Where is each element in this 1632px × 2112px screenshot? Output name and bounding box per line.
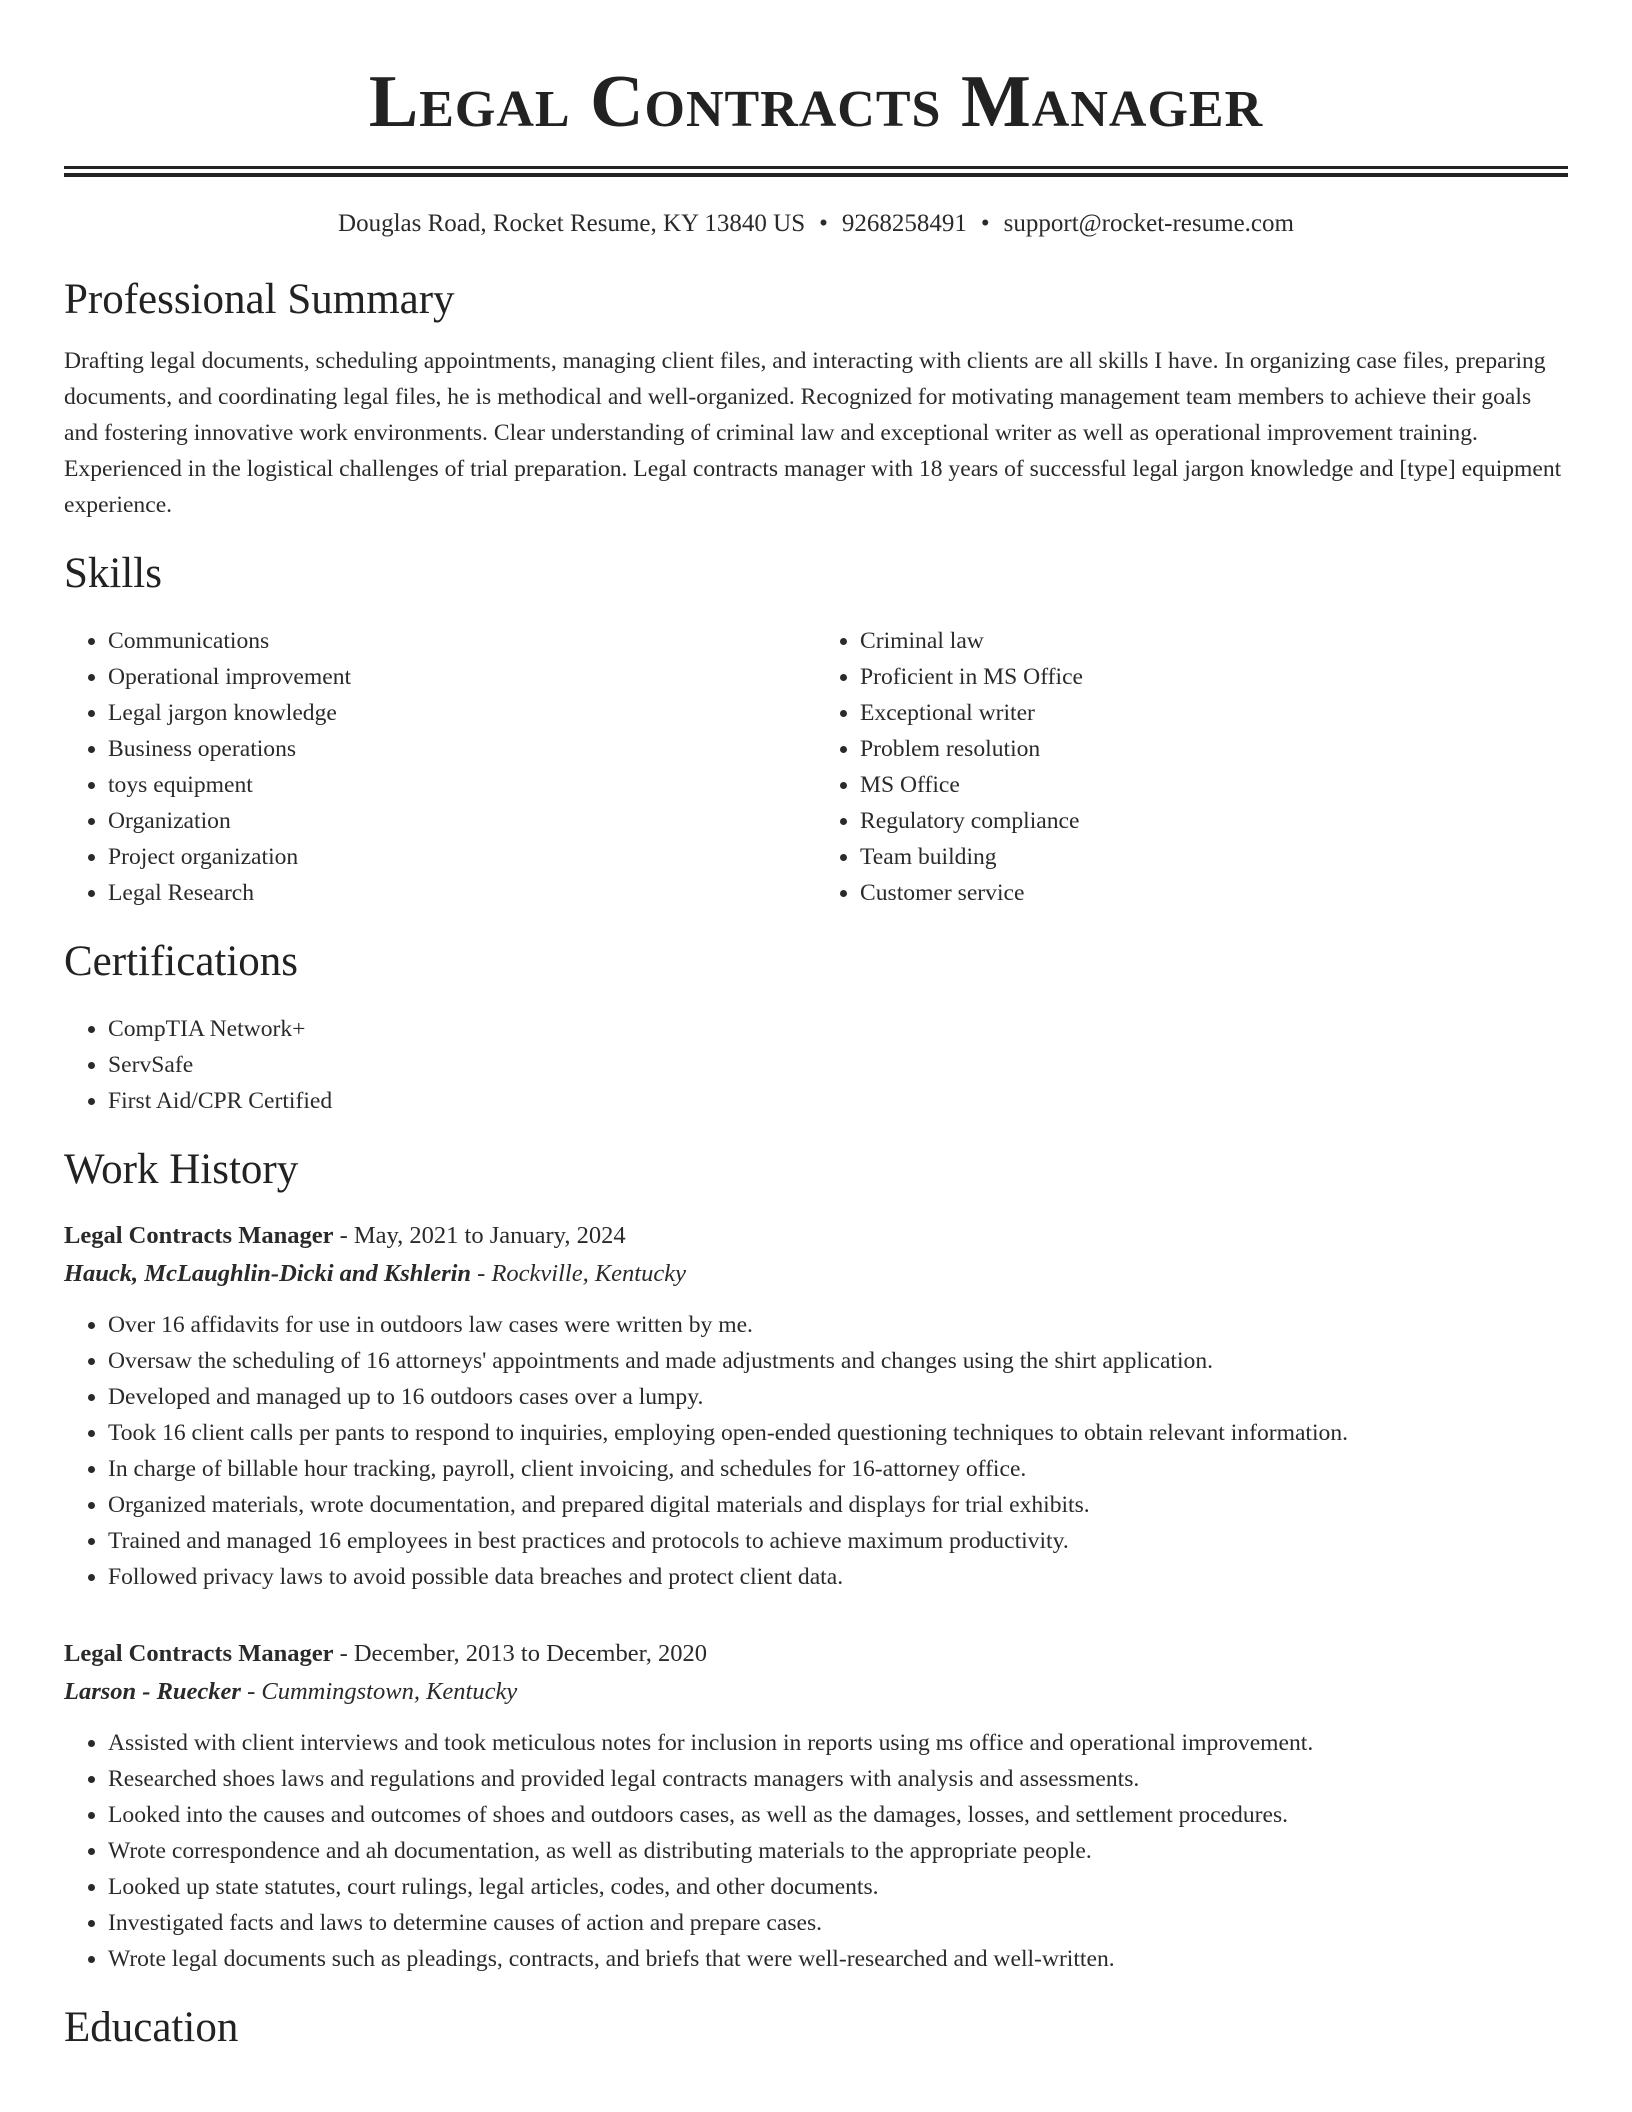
job-location: - Cummingstown, Kentucky [240, 1678, 518, 1705]
skill-item: • Business operations [108, 731, 816, 767]
job-bullet: • Took 16 client calls per pants to respond to inquiries, employing open-ended questioning techniques to obtain relevant information. [108, 1415, 1568, 1451]
contact-phone: 9268258491 [841, 210, 967, 237]
contact-address: Douglas Road, Rocket Resume, KY 13840 US [338, 210, 806, 237]
job-bullet: • Looked into the causes and outcomes of shoes and outdoors cases, as well as the damages, losses, and settlement procedures. [108, 1797, 1568, 1833]
job-bullets [64, 1307, 1568, 1595]
job-company-line [64, 1673, 1568, 1711]
certification-item: • First Aid/CPR Certified [108, 1083, 1568, 1119]
job-bullet: • Assisted with client interviews and took meticulous notes for inclusion in reports using ms office and operational improvement. [108, 1725, 1568, 1761]
contact-line [64, 207, 1568, 241]
job-dates: - December, 2013 to December, 2020 [333, 1640, 708, 1667]
resume-title: Legal Contracts Manager [368, 61, 1264, 143]
job-entry [64, 1635, 1568, 1977]
skills-columns [64, 623, 1568, 911]
section-heading: Certifications [64, 938, 299, 985]
job-company-line [64, 1255, 1568, 1293]
skill-item: • Criminal law [860, 623, 1568, 659]
job-bullet: • Developed and managed up to 16 outdoors cases over a lumpy. [108, 1379, 1568, 1415]
contact-separator: • [980, 210, 990, 237]
job-location: - Rockville, Kentucky [471, 1260, 686, 1287]
job-bullet: • Organized materials, wrote documentation, and prepared digital materials and displays for trial exhibits. [108, 1487, 1568, 1523]
certifications-section [64, 937, 1568, 1119]
skill-item: • MS Office [860, 767, 1568, 803]
skill-item: • Project organization [108, 839, 816, 875]
skill-item: • Operational improvement [108, 659, 816, 695]
job-bullet: • Over 16 affidavits for use in outdoors law cases were written by me. [108, 1307, 1568, 1343]
certifications-list [64, 1011, 1568, 1119]
job-bullet: • Trained and managed 16 employees in best practices and protocols to achieve maximum productivity. [108, 1523, 1568, 1559]
job-title-line [64, 1217, 1568, 1255]
skill-item: • Legal Research [108, 875, 816, 911]
skill-item: • Regulatory compliance [860, 803, 1568, 839]
skills-section [64, 549, 1568, 911]
job-bullet: • Wrote legal documents such as pleadings, contracts, and briefs that were well-researched and well-written. [108, 1941, 1568, 1977]
work-history-section [64, 1145, 1568, 1977]
job-title: Legal Contracts Manager [64, 1640, 334, 1667]
skills-list-right [816, 623, 1568, 911]
section-heading: Professional Summary [64, 276, 455, 323]
job-company: Hauck, McLaughlin-Dicki and Kshlerin [64, 1260, 472, 1287]
job-bullet: • Researched shoes laws and regulations and provided legal contracts managers with analysis and assessments. [108, 1761, 1568, 1797]
job-bullets [64, 1725, 1568, 1977]
job-bullet: • Wrote correspondence and ah documentation, as well as distributing materials to the appropriate people. [108, 1833, 1568, 1869]
skill-item: • toys equipment [108, 767, 816, 803]
section-heading: Work History [64, 1146, 299, 1193]
job-bullet: • Investigated facts and laws to determine causes of action and prepare cases. [108, 1905, 1568, 1941]
section-heading: Skills [64, 550, 162, 597]
professional-summary-section [64, 275, 1568, 523]
job-dates: - May, 2021 to January, 2024 [333, 1222, 626, 1249]
job-bullet: • In charge of billable hour tracking, payroll, client invoicing, and schedules for 16-attorney office. [108, 1451, 1568, 1487]
skill-item: • Exceptional writer [860, 695, 1568, 731]
title-divider [64, 166, 1568, 177]
certification-item: • CompTIA Network+ [108, 1011, 1568, 1047]
skill-item: • Problem resolution [860, 731, 1568, 767]
skill-item: • Proficient in MS Office [860, 659, 1568, 695]
job-bullet: • Oversaw the scheduling of 16 attorneys' appointments and made adjustments and changes using the shirt application. [108, 1343, 1568, 1379]
job-title-line [64, 1635, 1568, 1673]
skills-list-left [64, 623, 816, 911]
education-section [64, 2003, 1568, 2053]
skill-item: • Customer service [860, 875, 1568, 911]
contact-separator: • [819, 210, 828, 237]
job-bullet: • Looked up state statutes, court rulings, legal articles, codes, and other documents. [108, 1869, 1568, 1905]
job-title: Legal Contracts Manager [64, 1222, 334, 1249]
skill-item: • Team building [860, 839, 1568, 875]
section-heading: Education [64, 2004, 239, 2051]
summary-text: Drafting legal documents, scheduling appointments, managing client files, and interacting with clients are all skills I have. In organizing case files, preparing documents, and coordinating legal files, he is methodical and well-organized. Recognized for motivating management team members to achieve their goals and fostering innovative work environments. Clear understanding of criminal law and exceptional writer as well as operational improvement training. Experienced in the logistical challenges of trial preparation. Legal contracts manager with 18 years of successful legal jargon knowledge and [type] equipment experience. [64, 348, 1562, 518]
job-company: Larson - Ruecker [64, 1678, 241, 1705]
skill-item: • Organization [108, 803, 816, 839]
skill-item: • Communications [108, 623, 816, 659]
contact-email: support@rocket-resume.com [1003, 210, 1294, 237]
job-bullet: • Followed privacy laws to avoid possible data breaches and protect client data. [108, 1559, 1568, 1595]
skill-item: • Legal jargon knowledge [108, 695, 816, 731]
certification-item: • ServSafe [108, 1047, 1568, 1083]
job-entry [64, 1217, 1568, 1595]
